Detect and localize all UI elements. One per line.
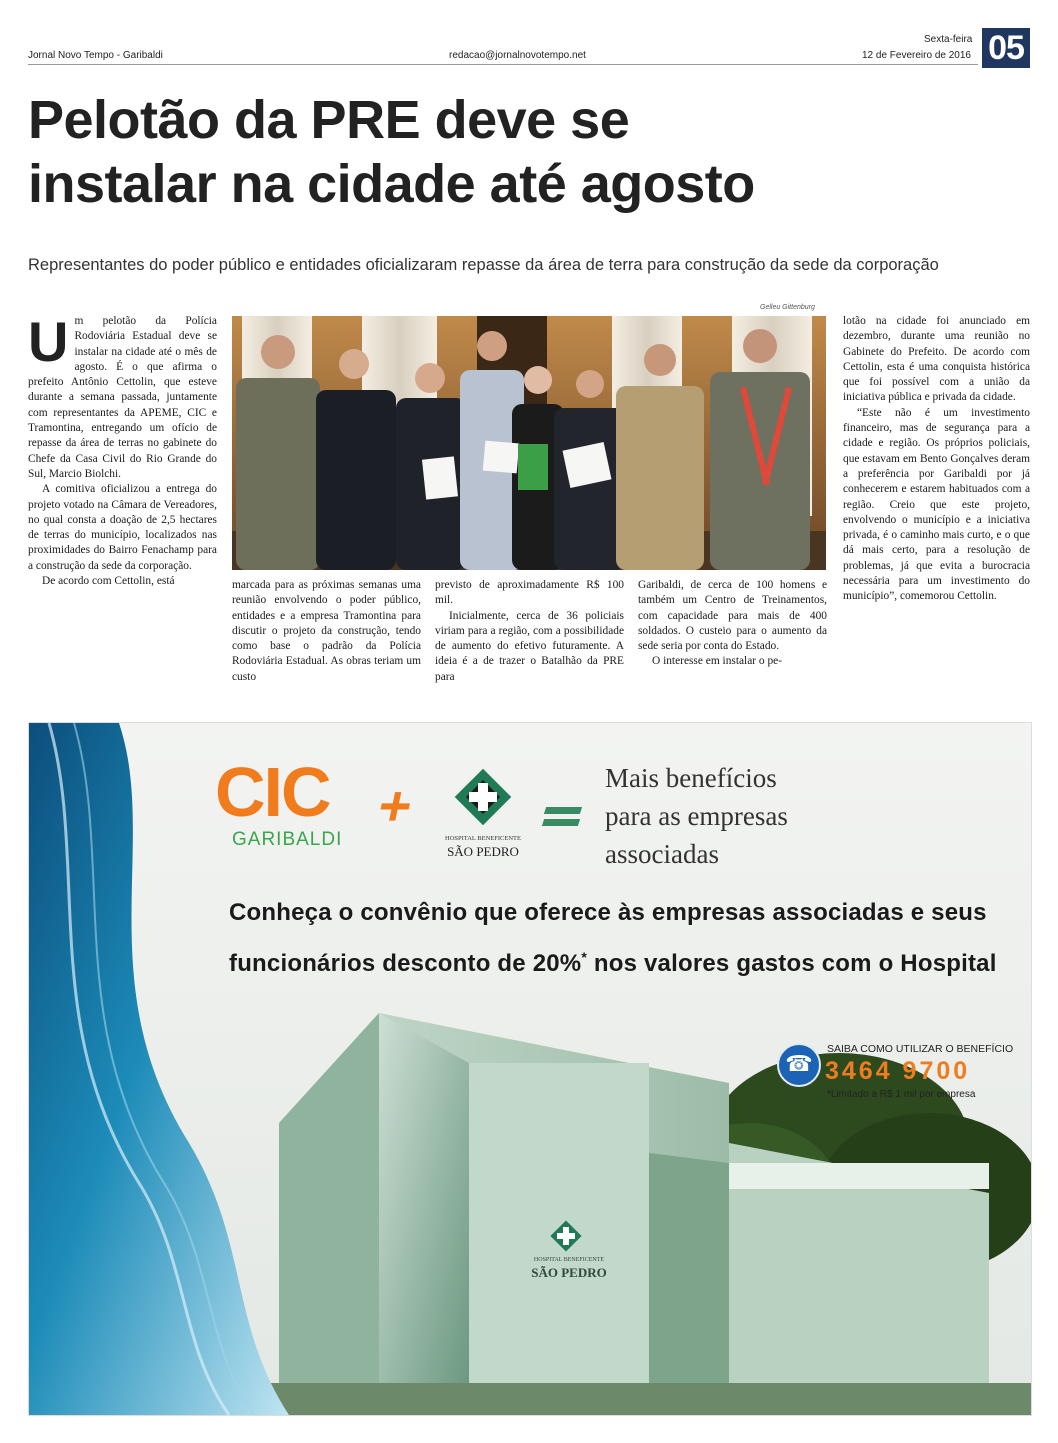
contact-email[interactable]: redacao@jornalnovotempo.net — [449, 50, 586, 61]
col4-paragraph-2: O interesse em instalar o pe- — [652, 655, 782, 668]
col4-paragraph-1: Garibaldi, de cerca de 100 homens e também um Centro de Treinamentos, com capacidade para mais de 400 soldados. O custeio para o aumento da sede seria por conta do Estado. — [638, 579, 827, 653]
col3-paragraph-2: Inicialmente, cerca de 36 policiais viriam para a região, com a possibilidade de aumento do efetivo futuramente. A ideia é a de trazer o Batalhão da PRE para — [435, 609, 624, 683]
building-sign-logo-icon — [547, 1217, 585, 1255]
photo-credit: Gelleu Gittenburg — [760, 304, 815, 311]
cic-logo: CIC — [215, 753, 330, 831]
cta-line-2: funcionários desconto de 20%* nos valores gastos com o Hospital — [229, 949, 997, 977]
equals-icon — [544, 807, 582, 814]
col2-paragraph: marcada para as próximas semanas uma reunião envolvendo o poder público, entidades e a empresa Tramontina para discutir o projeto da construção, tendo como base o padrão da Polícia Rodoviária Estadual. As obras teriam um custo — [232, 579, 421, 683]
page-number: 05 — [982, 28, 1030, 68]
col5-paragraph-2: “Este não é um investimento financeiro, mas de segurança para a cidade e região. Os próprios policiais, que estavam em Bento Gonçalves deram a preferência por Garibaldi por já conhecerem e estarem habituados com a região. Creio que este projeto, envolvendo o município e a iniciativa privada, é o caminho mais curto, e o que dá mais certo, para a resolução de problemas, já que evita a burocracia necessária para um investimento do município”, comemorou Cettolin. — [843, 406, 1030, 603]
col3-paragraph-1: previsto de aproximadamente R$ 100 mil. — [435, 579, 624, 607]
headline-line-1: Pelotão da PRE deve se — [28, 90, 630, 150]
cta-asterisk: * — [581, 949, 587, 965]
phone-number[interactable]: 3464 9700 — [825, 1057, 971, 1085]
article-photo — [232, 316, 826, 570]
equals-icon-bar — [542, 819, 580, 826]
plus-icon: + — [372, 774, 419, 837]
cic-city: GARIBALDI — [232, 829, 343, 850]
col1-paragraph-1: m pelotão da Polícia Rodoviária Estadual deve se instalar na cidade até o mês de agosto. É o que afirma o prefeito Antônio Cettolin, que esteve durante a semana passada, juntamente com representantes da APEME, CIC e Tramontina, entregando um ofício de repasse da área de terras no gabinete do Chefe da Casa Civil do Rio Grande do Sul, Marcio Biolchi. — [28, 315, 217, 480]
header-rule — [28, 64, 978, 65]
article-column-1 — [28, 310, 217, 589]
cta-line-1: Conheça o convênio que oferece às empresas associadas e seus — [229, 899, 987, 926]
col1-paragraph-3: De acordo com Cettolin, está — [42, 575, 175, 588]
ad-slogan — [605, 759, 925, 873]
drop-cap: U — [28, 310, 69, 373]
phone-icon: ☎ — [777, 1043, 821, 1087]
article-column-3 — [435, 578, 624, 685]
article-column-5 — [843, 314, 1030, 605]
group-photo-illustration — [232, 316, 826, 570]
hospital-small-label: HOSPITAL BENEFICENTE — [445, 835, 521, 842]
slogan-line-2: para as empresas — [605, 801, 788, 831]
phone-note: *Limitado a R$ 1 mil por empresa — [827, 1089, 976, 1100]
col5-paragraph-1: lotão na cidade foi anunciado em dezembro, durante uma reunião no Gabinete do Prefeito. De acordo com Cettolin, esta é uma conquista histórica que foi possível com a união da iniciativa pública e privada da cidade. — [843, 315, 1030, 404]
ad-cta — [229, 891, 1019, 986]
hospital-name: SÃO PEDRO — [447, 844, 519, 859]
publication-name: Jornal Novo Tempo - Garibaldi — [28, 50, 163, 61]
headline-line-2: instalar na cidade até agosto — [28, 154, 755, 214]
article-column-4 — [638, 578, 827, 670]
hospital-logo-icon — [447, 761, 519, 833]
issue-weekday: Sexta-feira — [924, 34, 973, 45]
slogan-line-1: Mais benefícios — [605, 763, 777, 793]
hospital-advertisement[interactable] — [28, 722, 1032, 1416]
headline — [28, 88, 1008, 216]
subheadline: Representantes do poder público e entidades oficializaram repasse da área de terra para construção da sede da corporação — [28, 256, 939, 274]
col1-paragraph-2: A comitiva oficializou a entrega do projeto votado na Câmara de Vereadores, no qual consta a doação de 2,5 hectares de terras do município, localizados nas proximidades do Bairro Fenachamp para a construção da sede da corporação. — [28, 483, 217, 572]
slogan-line-3: associadas — [605, 839, 719, 869]
phone-label: SAIBA COMO UTILIZAR O BENEFÍCIO — [827, 1043, 1014, 1055]
building-sign-name: SÃO PEDRO — [531, 1265, 607, 1280]
building-sign-small: HOSPITAL BENEFICENTE — [533, 1257, 605, 1263]
article-column-2 — [232, 578, 421, 685]
issue-date: 12 de Fevereiro de 2016 — [862, 50, 971, 61]
